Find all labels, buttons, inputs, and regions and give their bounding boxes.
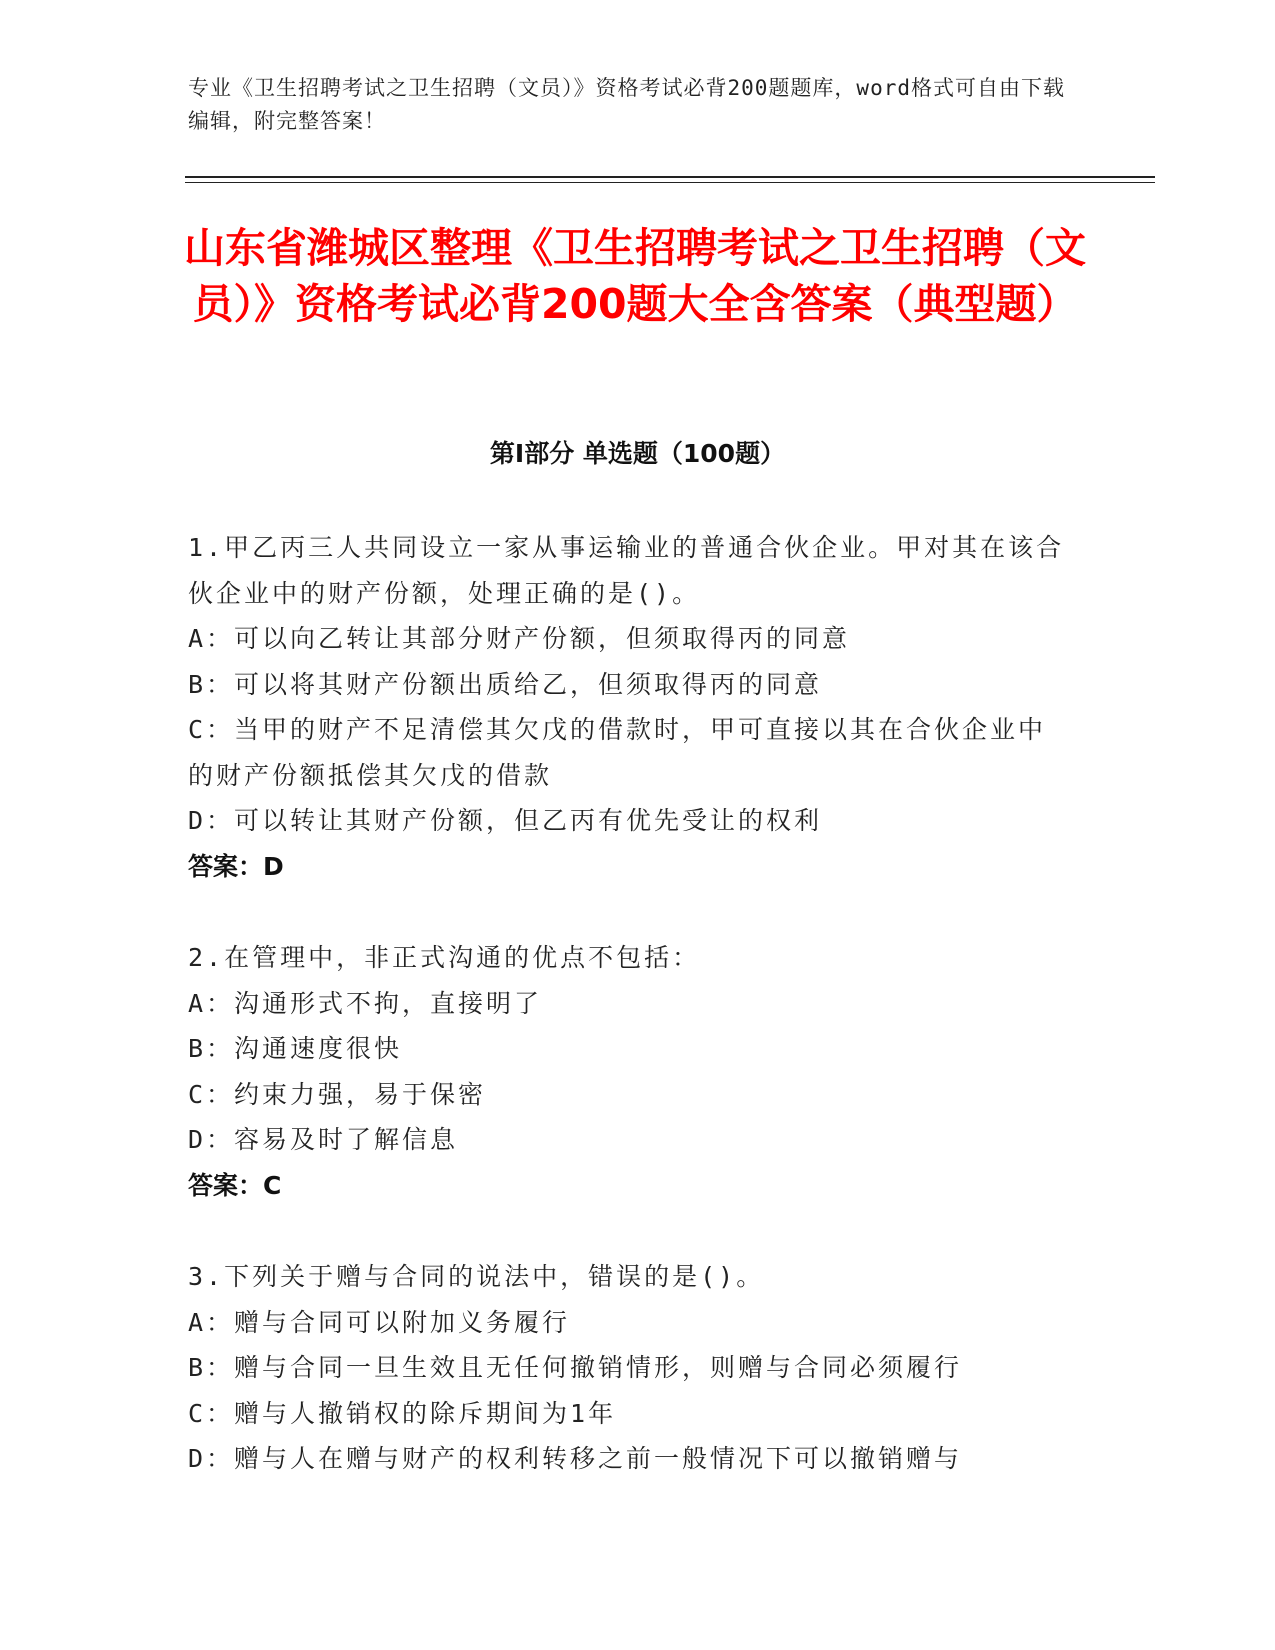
question-stem: 1.甲乙丙三人共同设立一家从事运输业的普通合伙企业。甲对其在该合伙企业中的财产份额，处理正确的是()。	[188, 533, 1065, 608]
option-b: B：沟通速度很快	[188, 1034, 403, 1063]
question-1	[188, 525, 1068, 889]
document-title: 山东省潍城区整理《卫生招聘考试之卫生招聘（文员）》资格考试必背200题大全含答案（典型题）	[184, 224, 1086, 328]
section-title: 第Ⅰ部分 单选题（100题）	[489, 439, 786, 468]
header-rule-thin	[185, 182, 1155, 183]
option-c: C：当甲的财产不足清偿其欠戊的借款时，甲可直接以其在合伙企业中的财产份额抵偿其欠戊的借款	[188, 715, 1047, 790]
answer: 答案：D	[188, 851, 284, 881]
option-d: D：赠与人在赠与财产的权利转移之前一般情况下可以撤销赠与	[188, 1444, 963, 1473]
question-stem: 2.在管理中，非正式沟通的优点不包括：	[188, 943, 701, 972]
option-d: D：容易及时了解信息	[188, 1125, 459, 1154]
answer: 答案：C	[188, 1170, 282, 1200]
question-2	[188, 935, 1068, 1208]
header-rule-thick	[185, 176, 1155, 178]
question-stem: 3.下列关于赠与合同的说法中，错误的是()。	[188, 1262, 765, 1291]
question-3	[188, 1254, 1068, 1482]
option-c: C：约束力强，易于保密	[188, 1079, 487, 1109]
option-a: A：赠与合同可以附加义务履行	[188, 1307, 571, 1337]
question-list	[188, 525, 1068, 1528]
option-b: B：可以将其财产份额出质给乙，但须取得丙的同意	[188, 669, 823, 699]
header-note: 专业《卫生招聘考试之卫生招聘（文员）》资格考试必背200题题库，word格式可自由下载编辑，附完整答案！	[188, 76, 1065, 133]
option-b: B：赠与合同一旦生效且无任何撤销情形，则赠与合同必须履行	[188, 1353, 963, 1382]
option-c: C：赠与人撤销权的除斥期间为1年	[188, 1398, 617, 1428]
option-a: A：沟通形式不拘，直接明了	[188, 988, 543, 1018]
option-d: D：可以转让其财产份额，但乙丙有优先受让的权利	[188, 806, 823, 835]
option-a: A：可以向乙转让其部分财产份额，但须取得丙的同意	[188, 624, 851, 653]
